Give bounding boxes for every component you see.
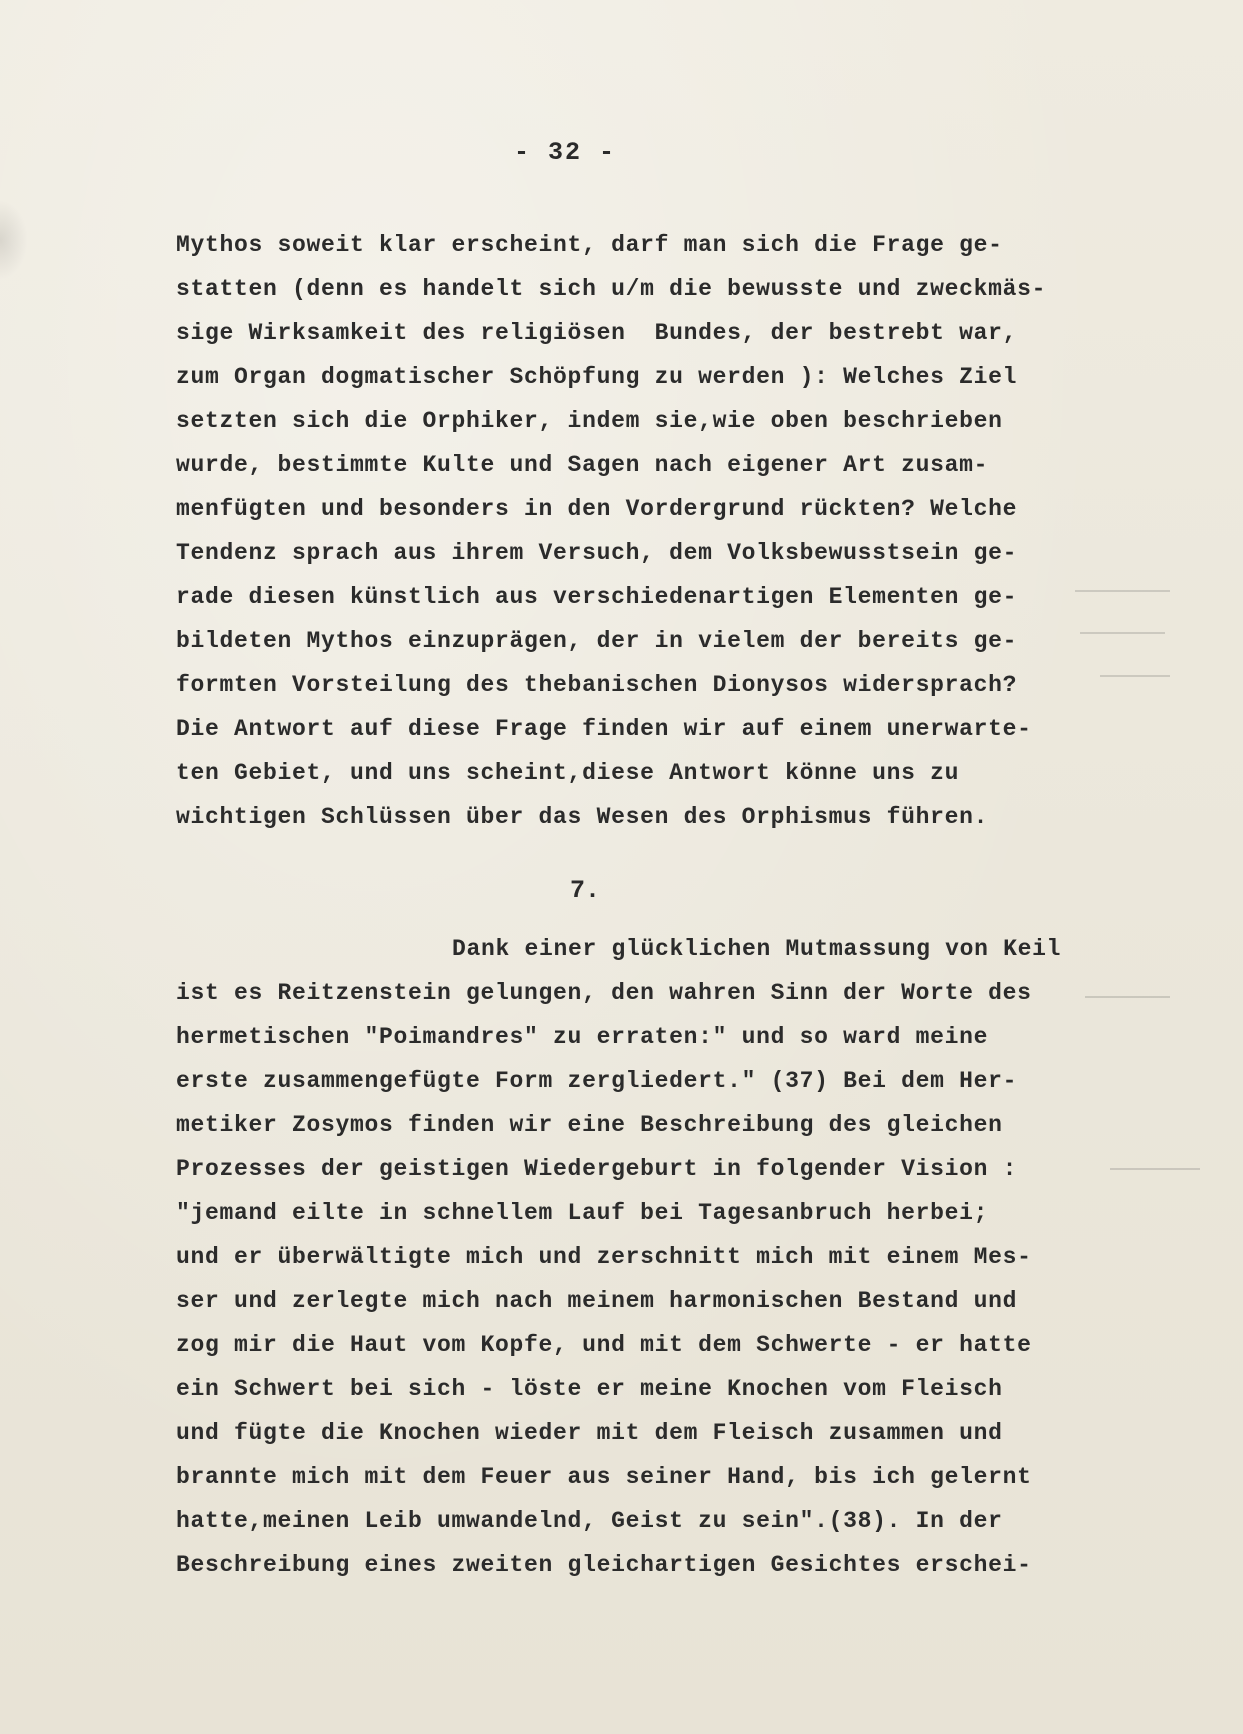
text-line: brannte mich mit dem Feuer aus seiner Hand, bis ich gelernt [176, 1464, 1032, 1490]
text-line: ist es Reitzenstein gelungen, den wahren Sinn der Worte des [176, 980, 1032, 1006]
text-line: Prozesses der geistigen Wiedergeburt in folgender Vision : [176, 1156, 1018, 1182]
text-line: und er überwältigte mich und zerschnitt mich mit einem Mes- [176, 1244, 1032, 1270]
page-number: - 32 - [513, 138, 616, 167]
ink-smudge [1085, 996, 1170, 998]
text-line: ten Gebiet, und uns scheint,diese Antwort könne uns zu [176, 760, 960, 786]
text-line: Beschreibung eines zweiten gleichartigen Gesichtes erschei- [176, 1552, 1032, 1578]
text-line: Die Antwort auf diese Frage finden wir auf einem unerwarte- [176, 716, 1032, 742]
section-number: 7. [569, 876, 600, 905]
text-line: setzten sich die Orphiker, indem sie,wie oben beschrieben [176, 408, 1003, 434]
text-line: rade diesen künstlich aus verschiedenartigen Elementen ge- [176, 584, 1018, 610]
text-line: Mythos soweit klar erscheint, darf man sich die Frage ge- [176, 232, 1003, 258]
text-line: statten (denn es handelt sich u/m die bewusste und zweckmäs- [176, 276, 1047, 302]
text-line: hatte,meinen Leib umwandelnd, Geist zu sein".(38). In der [176, 1508, 1003, 1534]
ink-smudge [1075, 590, 1170, 592]
text-line: zum Organ dogmatischer Schöpfung zu werden ): Welches Ziel [176, 364, 1018, 390]
text-line-indented: Dank einer glücklichen Mutmassung von Keil [452, 936, 1062, 962]
text-line: sige Wirksamkeit des religiösen Bundes, der bestrebt war, [176, 320, 1018, 346]
text-line: ein Schwert bei sich - löste er meine Knochen vom Fleisch [176, 1376, 1003, 1402]
ink-smudge [1080, 632, 1165, 634]
text-line: "jemand eilte in schnellem Lauf bei Tagesanbruch herbei; [176, 1200, 989, 1226]
text-line: metiker Zosymos finden wir eine Beschreibung des gleichen [176, 1112, 1003, 1138]
text-line: Tendenz sprach aus ihrem Versuch, dem Volksbewusstsein ge- [176, 540, 1018, 566]
ink-smudge [1100, 675, 1170, 677]
text-line: ser und zerlegte mich nach meinem harmonischen Bestand und [176, 1288, 1018, 1314]
ink-smudge [1110, 1168, 1200, 1170]
text-line: zog mir die Haut vom Kopfe, und mit dem Schwerte - er hatte [176, 1332, 1032, 1358]
text-line: und fügte die Knochen wieder mit dem Fleisch zusammen und [176, 1420, 1003, 1446]
text-line: erste zusammengefügte Form zergliedert." (37) Bei dem Her- [176, 1068, 1018, 1094]
text-line: wurde, bestimmte Kulte und Sagen nach eigener Art zusam- [176, 452, 989, 478]
text-line: menfügten und besonders in den Vordergrund rückten? Welche [176, 496, 1018, 522]
edge-shadow [0, 200, 28, 280]
text-line: hermetischen "Poimandres" zu erraten:" und so ward meine [176, 1024, 989, 1050]
text-line: bildeten Mythos einzuprägen, der in vielem der bereits ge- [176, 628, 1018, 654]
text-line: formten Vorsteilung des thebanischen Dionysos widersprach? [176, 672, 1018, 698]
text-line: wichtigen Schlüssen über das Wesen des Orphismus führen. [176, 804, 989, 830]
